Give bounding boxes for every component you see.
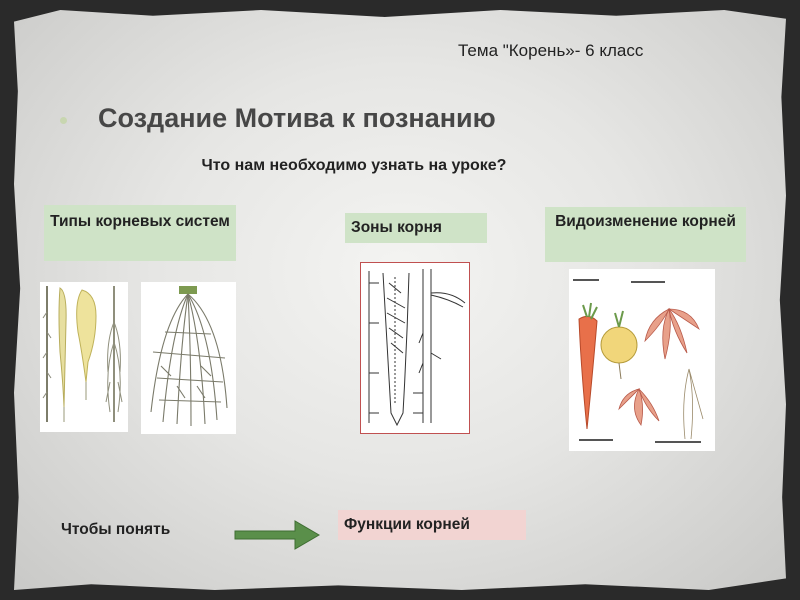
root-zones-box: Зоны корня: [345, 213, 487, 243]
to-understand-label: Чтобы понять: [61, 521, 171, 538]
taproot-systems-image: [40, 282, 128, 432]
slide-heading: Создание Мотива к познанию: [98, 103, 496, 133]
root-modifications-box: Видоизменение корней: [545, 207, 746, 262]
root-systems-box: Типы корневых систем: [44, 205, 236, 261]
fibrous-root-system-image: [141, 282, 236, 434]
root-modifications-image: [569, 269, 715, 451]
root-functions-box: Функции корней: [338, 510, 526, 540]
right-arrow-icon: [233, 518, 323, 552]
lesson-question: Что нам необходимо узнать на уроке?: [201, 157, 507, 174]
bullet-icon: [60, 117, 67, 124]
root-zones-image: [360, 262, 470, 434]
topic-title: Тема "Корень»- 6 класс: [458, 41, 644, 60]
